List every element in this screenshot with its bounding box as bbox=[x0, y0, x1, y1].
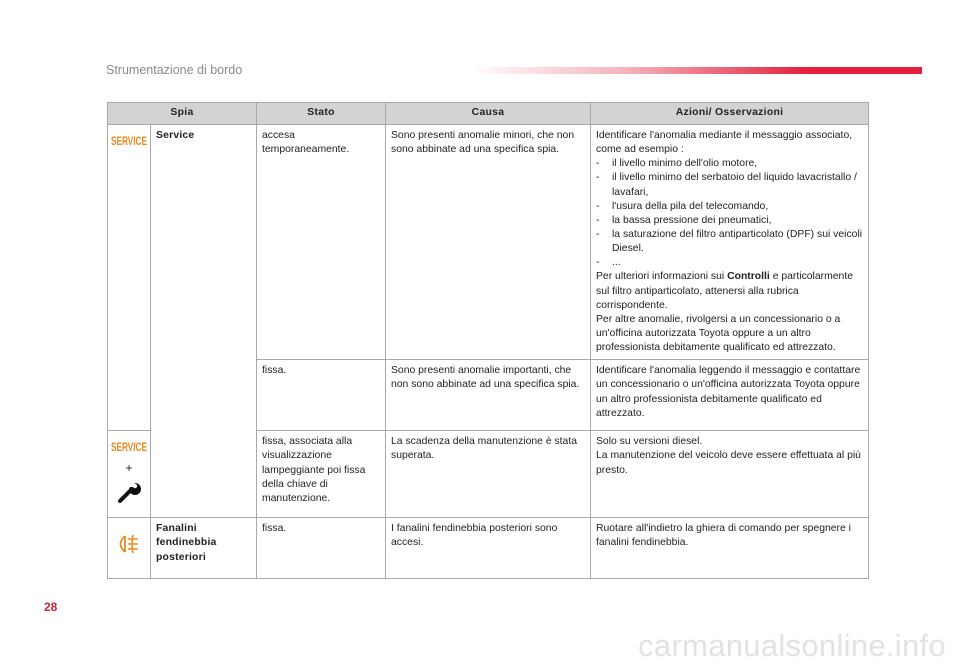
causa-cell: Sono presenti anomalie minori, che non sono abbinate ad una specifica spia. bbox=[386, 125, 591, 360]
azioni-cell bbox=[591, 431, 869, 518]
azioni-line: La manutenzione del veicolo deve essere effettuata al più presto. bbox=[596, 450, 861, 476]
causa-cell: I fanalini fendinebbia posteriori sono accesi. bbox=[386, 518, 591, 579]
azioni-more-prefix: Per ulteriori informazioni sui bbox=[596, 271, 728, 283]
stato-cell: accesa temporaneamente. bbox=[257, 125, 386, 360]
header-spia: Spia bbox=[108, 103, 257, 125]
azioni-list bbox=[596, 157, 863, 270]
service-icon-cell bbox=[108, 125, 151, 431]
list-item: - la bassa pressione dei pneumatici, bbox=[596, 214, 863, 228]
causa-cell: La scadenza della manutenzione è stata superata. bbox=[386, 431, 591, 518]
causa-cell: Sono presenti anomalie importanti, che non sono abbinate ad una specifica spia. bbox=[386, 360, 591, 431]
page-number: 28 bbox=[44, 600, 58, 614]
list-item: - l'usura della pila del telecomando, bbox=[596, 200, 863, 214]
svg-text:SERVICE: SERVICE bbox=[111, 442, 148, 455]
azioni-more bbox=[596, 270, 863, 312]
service-warning-icon bbox=[110, 438, 148, 454]
table-header-row bbox=[108, 103, 869, 125]
fog-name: Fanalini fendinebbia posteriori bbox=[151, 518, 257, 579]
header-azioni: Azioni/ Osservazioni bbox=[591, 103, 869, 125]
list-item: - ... bbox=[596, 256, 863, 270]
stato-cell: fissa. bbox=[257, 360, 386, 431]
stato-cell: fissa, associata alla visualizzazione lampeggiante poi fissa della chiave di manutenzione. bbox=[257, 431, 386, 518]
stato-cell: fissa. bbox=[257, 518, 386, 579]
azioni-line: Solo su versioni diesel. bbox=[596, 436, 703, 448]
rear-fog-light-icon bbox=[113, 532, 145, 556]
watermark: carmanualsonline.info bbox=[638, 628, 946, 663]
service-wrench-icon-cell bbox=[108, 431, 151, 518]
fog-icon-cell bbox=[108, 518, 151, 579]
list-item: - il livello minimo dell'olio motore, bbox=[596, 157, 863, 171]
header-accent-bar bbox=[470, 67, 922, 74]
wrench-icon bbox=[116, 479, 142, 505]
table-row bbox=[108, 125, 869, 360]
header-stato: Stato bbox=[257, 103, 386, 125]
service-name: Service bbox=[151, 125, 257, 518]
azioni-cell: Ruotare all'indietro la ghiera di comando per spegnere i fanalini fendinebbia. bbox=[591, 518, 869, 579]
header-causa: Causa bbox=[386, 103, 591, 125]
warning-lights-table bbox=[107, 102, 869, 579]
list-item: - la saturazione del filtro antiparticolato (DPF) sui veicoli Diesel. bbox=[596, 228, 863, 256]
header-title: Strumentazione di bordo bbox=[106, 63, 243, 77]
controlli-reference: Controlli bbox=[727, 271, 770, 283]
table-row bbox=[108, 518, 869, 579]
svg-text:SERVICE: SERVICE bbox=[111, 136, 148, 148]
list-item: - il livello minimo del serbatoio del liquido lavacristallo / lavafari, bbox=[596, 171, 863, 199]
service-warning-icon bbox=[110, 132, 148, 148]
azioni-cell: Identificare l'anomalia leggendo il messaggio e contattare un concessionario o un'officina autorizzata Toyota oppure un altro professionista debitamente qualificato ed attrezzato. bbox=[591, 360, 869, 431]
plus-sign: + bbox=[125, 461, 133, 476]
azioni-cell bbox=[591, 125, 869, 360]
azioni-more-suffix: e particolarmente sul filtro antiparticolato, attenersi alla rubrica corrispondente. bbox=[596, 271, 853, 311]
azioni-other: Per altre anomalie, rivolgersi a un concessionario o a un'officina autorizzata Toyota oppure a un altro professionista debitamente qualificato ed attrezzato. bbox=[596, 313, 841, 354]
azioni-intro: Identificare l'anomalia mediante il messaggio associato, come ad esempio : bbox=[596, 130, 853, 156]
